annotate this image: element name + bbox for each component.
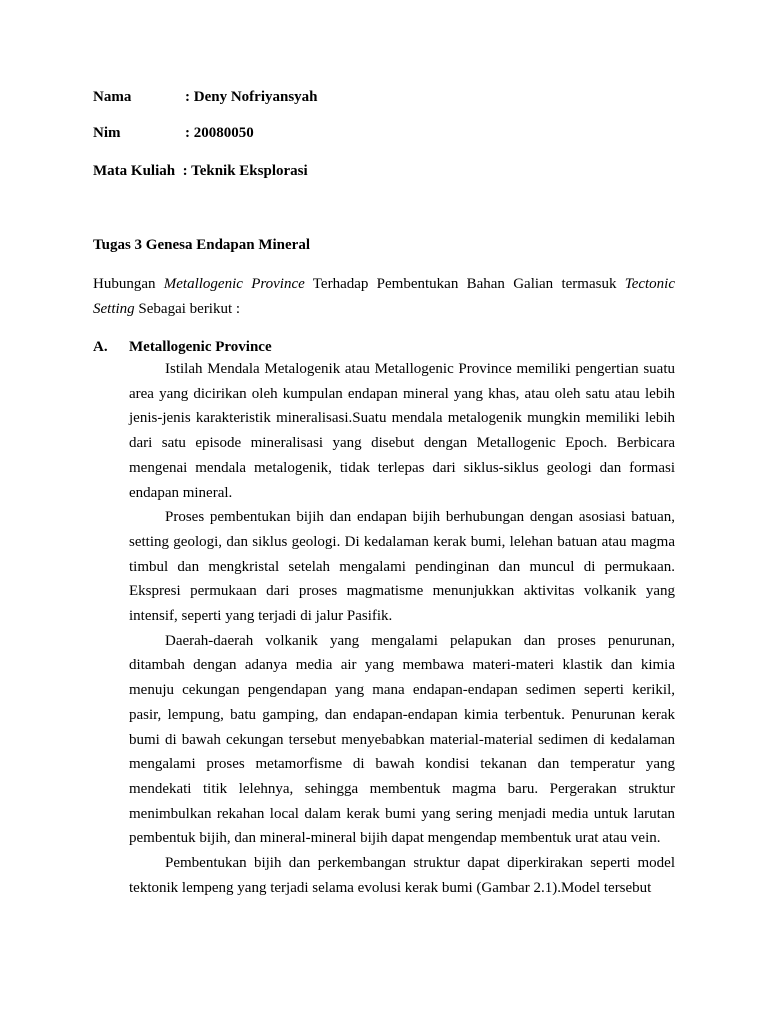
course-value: : Teknik Eksplorasi bbox=[182, 163, 308, 179]
course-row bbox=[93, 162, 308, 180]
intro-italic-term-2: Tectonic Setting bbox=[93, 276, 676, 317]
body-paragraph-2: Proses pembentukan bijih dan endapan bijih berhubungan dengan asosiasi batuan, setting geologi, dan siklus geologi. Di kedalaman kerak bumi, lelehan batuan atau magma timbul dan mengkristal setelah mengalami pendinginan dan muncul di permukaan. Ekspresi permukaan dari proses magmatisme menunjukkan aktivitas volkanik yang intensif, seperti yang terjadi di jalur Pasifik. bbox=[129, 509, 675, 625]
course-label: Mata Kuliah bbox=[93, 163, 176, 179]
intro-paragraph bbox=[93, 272, 675, 321]
intro-text-1: Hubungan bbox=[93, 276, 164, 292]
section-letter: A. bbox=[93, 339, 108, 355]
student-name-row bbox=[93, 88, 318, 106]
body-paragraph-1: Istilah Mendala Metalogenik atau Metallogenic Province memiliki pengertian suatu area yang dicirikan oleh kumpulan endapan mineral yang khas, atau oleh satu atau lebih jenis-jenis karakteristik mineralisasi.Suatu mendala metalogenik mungkin memiliki lebih dari satu episode mineralisasi yang disebut dengan Metallogenic Epoch. Berbicara mengenai mendala metalogenik, tidak terlepas dari siklus-siklus geologi dan formasi endapan mineral. bbox=[129, 361, 675, 501]
body-paragraph-4: Pembentukan bijih dan perkembangan struktur dapat diperkirakan seperti model tektonik lempeng yang terjadi selama evolusi kerak bumi (Gambar 2.1).Model tersebut bbox=[129, 855, 675, 896]
intro-italic-term-1: Metallogenic Province bbox=[163, 276, 305, 292]
section-body bbox=[129, 357, 675, 900]
section-heading bbox=[93, 338, 272, 356]
body-paragraph-3: Daerah-daerah volkanik yang mengalami pelapukan dan proses penurunan, ditambah dengan adanya media air yang membawa materi-materi klastik dan kimia menuju cekungan pengendapan yang mana endapan-endapan sedimen seperti kerikil, pasir, lempung, batu gamping, dan endapan-endapan kimia terbentuk. Penurunan kerak bumi di bawah cekungan tersebut menyebabkan material-material sedimen di kedalaman mengalami proses metamorfisme di bawah kondisi tekanan dan temperatur yang mendekati titik lelehnya, sehingga membentuk magma baru. Pergerakan struktur menimbulkan rekahan local dalam kerak bumi yang sering menjadi media untuk larutan pembentuk bijih, dan mineral-mineral bijih dapat mengendap membentuk urat atau vein. bbox=[129, 632, 675, 847]
intro-text-2: Terhadap Pembentukan Bahan Galian termasuk bbox=[304, 276, 625, 292]
student-id-row bbox=[93, 124, 254, 142]
intro-text-3: Sebagai berikut : bbox=[134, 300, 241, 317]
nim-value: : 20080050 bbox=[185, 125, 254, 141]
name-value: : Deny Nofriyansyah bbox=[185, 89, 318, 105]
name-label: Nama bbox=[93, 89, 132, 105]
nim-label: Nim bbox=[93, 125, 121, 141]
assignment-title: Tugas 3 Genesa Endapan Mineral bbox=[93, 237, 310, 253]
section-title: Metallogenic Province bbox=[129, 339, 272, 355]
